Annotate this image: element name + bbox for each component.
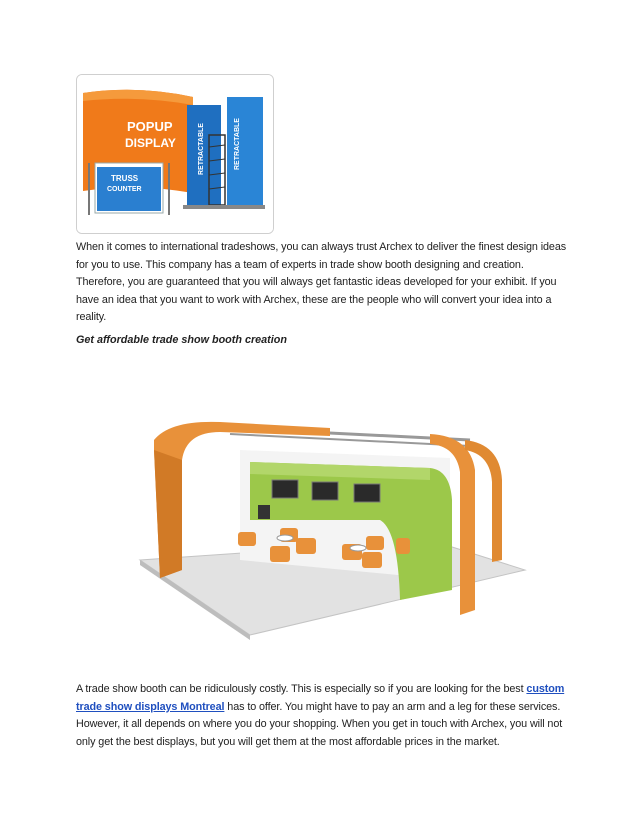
pricing-text-before-link: A trade show booth can be ridiculously costly. This is especially so if you are looking for the best <box>76 683 527 695</box>
sign-retractable-1: RETRACTABLE <box>234 118 241 170</box>
trade-show-booth-image <box>130 410 530 640</box>
sign-truss-line2: COUNTER <box>107 186 142 193</box>
custom-displays-link[interactable]: custom trade show displays Montreal <box>76 683 565 713</box>
section-heading: Get affordable trade show booth creation <box>76 334 287 346</box>
sign-truss-line1: TRUSS <box>111 174 139 183</box>
sign-retractable-2: RETRACTABLE <box>198 123 205 175</box>
sign-popup-line1: POPUP <box>127 119 173 134</box>
intro-paragraph: When it comes to international tradeshows, you can always trust Archex to deliver the finest design ideas for you to use. This company has a team of experts in trade show booth designing and creation. Therefore, you are guaranteed that you will always get fantastic ideas developed for your exhibit. If you have an idea that you want to work with Archex, these are the people who will convert your idea into a reality. <box>76 241 567 324</box>
pricing-text-after-link: has to offer. You might have to pay an arm and a leg for these services. However, it all depends on where you do your shopping. When you get in touch with Archex, you will not only get the best displays, but you will get them at the most affordable prices in the market. <box>76 700 563 748</box>
pricing-paragraph <box>76 681 568 751</box>
sign-popup-line2: DISPLAY <box>125 136 176 150</box>
popup-display-image <box>76 74 274 234</box>
